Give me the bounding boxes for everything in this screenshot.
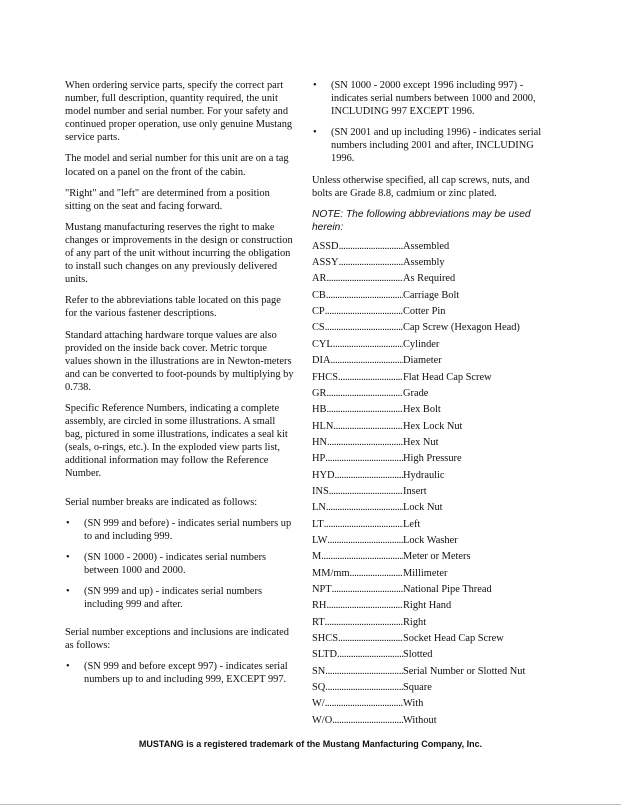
abbreviation-code-cell (312, 289, 403, 302)
dot-leader (326, 387, 403, 400)
abbreviation-code: GR (312, 387, 327, 399)
abbreviation-code-cell (312, 550, 403, 563)
abbreviation-row (312, 616, 544, 632)
paragraph: The model and serial number for this unit are on a tag located on a panel on the front of the cabin. (65, 153, 289, 178)
dot-leader (339, 240, 403, 253)
abbreviation-definition: Diameter (403, 355, 442, 367)
trademark-footer: MUSTANG is a registered trademark of the Mustang Manfacturing Company, Inc. (138, 739, 483, 749)
abbreviation-row (312, 452, 544, 468)
abbreviation-code: LN (312, 502, 326, 514)
abbreviation-definition: Right (403, 616, 427, 628)
abbreviation-row (312, 436, 544, 452)
dot-leader (337, 648, 403, 661)
abbreviation-code: SLTD (312, 649, 338, 661)
dot-leader (350, 567, 403, 580)
abbreviation-code: DIA (312, 355, 331, 367)
abbreviation-row (312, 256, 544, 272)
abbreviation-code: HN (312, 436, 328, 448)
abbreviation-code-cell (312, 714, 403, 727)
abbreviation-row (312, 697, 544, 713)
abbreviation-definition: With (403, 698, 424, 710)
abbreviation-code-cell (312, 501, 403, 514)
abbreviation-definition: Lock Washer (403, 534, 458, 546)
abbreviation-code-cell (312, 354, 403, 367)
abbreviation-definition: Serial Number or Slotted Nut (403, 665, 526, 677)
abbreviation-row (312, 665, 544, 681)
abbreviation-code-cell (312, 436, 403, 449)
abbreviation-definition: Cylinder (403, 338, 440, 350)
abbreviation-definition: Meter or Meters (403, 551, 471, 563)
abbreviation-code-cell (312, 452, 403, 465)
abbreviation-definition: Lock Nut (403, 502, 443, 514)
dot-leader (338, 371, 403, 384)
abbreviation-code-cell (312, 518, 403, 531)
abbreviation-code-cell (312, 469, 403, 482)
abbreviation-row (312, 501, 544, 517)
abbreviation-code: ASSD (312, 240, 339, 252)
dot-leader (326, 289, 403, 302)
abbreviation-row (312, 599, 544, 615)
abbreviation-code-cell (312, 648, 403, 661)
abbreviation-definition: Flat Head Cap Screw (403, 371, 492, 383)
abbreviation-definition: Hex Bolt (403, 404, 441, 416)
exceptions-list-left (65, 660, 295, 686)
abbreviation-code: W/O (312, 714, 333, 726)
dot-leader (330, 354, 403, 367)
abbreviation-code: RH (312, 600, 327, 612)
abbreviation-definition: National Pipe Thread (403, 583, 492, 595)
abbreviation-row (312, 338, 544, 354)
dot-leader (339, 256, 403, 269)
abbreviation-definition: Cotter Pin (403, 306, 446, 318)
dot-leader (321, 550, 403, 563)
abbreviation-row (312, 714, 544, 730)
dot-leader (325, 452, 403, 465)
abbreviation-row (312, 469, 544, 485)
abbreviation-code-cell (312, 387, 403, 400)
dot-leader (324, 518, 403, 531)
abbreviation-definition: Hex Nut (403, 436, 439, 448)
abbreviation-row (312, 518, 544, 534)
paragraph: Refer to the abbreviations table located on this page for the various fastener descriptions. (65, 295, 281, 320)
abbreviation-definition: As Required (403, 273, 456, 285)
abbreviation-code: LT (312, 518, 324, 530)
abbreviation-definition: Insert (403, 485, 427, 497)
intro-paragraphs (65, 79, 295, 481)
abbreviation-row (312, 681, 544, 697)
abbreviation-row (312, 354, 544, 370)
dot-leader (326, 272, 403, 285)
right-column (312, 79, 544, 730)
abbreviation-code-cell (312, 321, 403, 334)
list-item: • (SN 1000 - 2000) - indicates serial numbers between 1000 and 2000. (65, 551, 295, 577)
abbreviation-row (312, 534, 544, 550)
abbreviation-definition: Grade (403, 387, 429, 399)
abbreviation-row (312, 289, 544, 305)
list-item: • (SN 1000 - 2000 except 1996 including 997) - indicates serial numbers between 1000 and 2000, INCLUDING 997 EXCEPT 1996. (312, 79, 544, 118)
abbreviation-row (312, 305, 544, 321)
abbreviation-definition: Square (403, 682, 432, 694)
exceptions-intro: Serial number exceptions and inclusions are indicated as follows: (65, 627, 289, 652)
abbreviation-row (312, 550, 544, 566)
dot-leader (325, 616, 403, 629)
dot-leader (327, 436, 403, 449)
abbreviation-definition: Millimeter (403, 567, 448, 579)
abbreviation-code-cell (312, 338, 403, 351)
abbreviation-code: W/ (312, 698, 325, 710)
abbreviation-code-cell (312, 665, 403, 678)
abbreviation-code-cell (312, 681, 403, 694)
abbreviation-row (312, 403, 544, 419)
exceptions-list-right (312, 79, 544, 166)
abbreviation-definition: Right Hand (403, 600, 452, 612)
dot-leader (332, 714, 403, 727)
abbreviation-definition: Carriage Bolt (403, 289, 460, 301)
abbreviation-definition: High Pressure (403, 453, 462, 465)
abbreviation-code: SN (312, 665, 326, 677)
dot-leader (326, 501, 403, 514)
dot-leader (325, 305, 403, 318)
paragraph: "Right" and "left" are determined from a position sitting on the seat and facing forward. (65, 187, 270, 212)
paragraph: When ordering service parts, specify the correct part number, full description, quantity required, the unit model number and serial number. For your safety and continued proper operation, use only genuine Mustang service parts. (65, 80, 293, 144)
abbreviations-table (312, 240, 544, 730)
abbreviation-definition: Without (403, 714, 437, 726)
abbreviation-definition: Assembly (403, 257, 445, 269)
dot-leader (329, 485, 403, 498)
abbreviation-code: SQ (312, 682, 326, 694)
abbreviation-definition: Slotted (403, 649, 433, 661)
list-item: • (SN 2001 and up including 1996) - indicates serial numbers including 2001 and after, INCLUDING 1996. (312, 126, 544, 165)
abbreviation-code-cell (312, 632, 403, 645)
abbreviation-row (312, 420, 544, 436)
dot-leader (338, 632, 403, 645)
abbreviation-code: HB (312, 404, 327, 416)
list-item: • (SN 999 and before except 997) - indicates serial numbers up to and including 999, EXCEPT 997. (65, 660, 295, 686)
abbreviation-row (312, 321, 544, 337)
abbreviation-row (312, 387, 544, 403)
abbreviation-code-cell (312, 256, 403, 269)
abbreviation-row (312, 583, 544, 599)
abbreviation-code: HP (312, 453, 326, 465)
abbreviation-code: MM/mm (312, 567, 350, 579)
abbreviation-code: INS (312, 485, 329, 497)
abbreviation-code-cell (312, 240, 403, 253)
dot-leader (327, 534, 403, 547)
abbreviation-row (312, 567, 544, 583)
dot-leader (326, 599, 403, 612)
abbreviation-definition: Hex Lock Nut (403, 420, 463, 432)
abbreviation-code-cell (312, 583, 403, 596)
abbreviation-code: M (312, 551, 322, 563)
paragraph: Standard attaching hardware torque values are also provided on the inside back cover. Metric torque values shown in the illustrations are in Newton-meters and can be converted to foot-pounds by multiplying by 0.738. (65, 329, 294, 393)
abbreviation-code: CS (312, 322, 325, 334)
abbreviation-code: LW (312, 534, 328, 546)
serial-breaks-intro: Serial number breaks are indicated as follows: (65, 496, 258, 508)
abbreviation-definition: Cap Screw (Hexagon Head) (403, 322, 520, 334)
paragraph: Specific Reference Numbers, indicating a complete assembly, are circled in some illustrations. A small bag, pictured in some illustrations, indicates a seal kit (seals, o-rings, etc.). In the exploded view parts list, additional information may follow the Reference Number. (65, 402, 288, 480)
abbreviation-row (312, 648, 544, 664)
abbreviation-row (312, 240, 544, 256)
abbreviation-row (312, 272, 544, 288)
dot-leader (333, 420, 403, 433)
dot-leader (325, 665, 403, 678)
abbreviation-code-cell (312, 371, 403, 384)
abbreviation-code-cell (312, 567, 403, 580)
abbreviation-code: NPT (312, 583, 332, 595)
abbreviation-code: ASSY (312, 257, 339, 269)
abbreviation-definition: Hydraulic (403, 469, 445, 481)
abbreviation-code-cell (312, 305, 403, 318)
abbreviation-row (312, 632, 544, 648)
dot-leader (325, 681, 403, 694)
dot-leader (326, 403, 403, 416)
dot-leader (325, 697, 403, 710)
abbreviation-code-cell (312, 403, 403, 416)
abbreviation-code-cell (312, 420, 403, 433)
abbreviation-definition: Left (403, 518, 421, 530)
abbreviation-code: AR (312, 273, 327, 285)
dot-leader (335, 469, 403, 482)
abbreviations-note: NOTE: The following abbreviations may be used herein: (312, 208, 531, 233)
abbreviation-definition: Socket Head Cap Screw (403, 633, 504, 644)
left-column (65, 79, 295, 695)
page-edge-divider (0, 804, 621, 805)
list-item: • (SN 999 and up) - indicates serial numbers including 999 and after. (65, 585, 295, 611)
abbreviation-code: SHCS (312, 633, 338, 644)
abbreviation-code: CP (312, 306, 325, 318)
dot-leader (325, 321, 403, 334)
abbreviation-definition: Assembled (403, 240, 450, 252)
list-item: • (SN 999 and before) - indicates serial numbers up to and including 999. (65, 517, 295, 543)
abbreviation-code: RT (312, 616, 325, 628)
abbreviation-code: HLN (312, 420, 334, 432)
hardware-note: Unless otherwise specified, all cap screws, nuts, and bolts are Grade 8.8, cadmium or zinc plated. (312, 174, 530, 199)
abbreviation-code: HYD (312, 469, 335, 481)
abbreviation-code: CYL (312, 338, 333, 350)
abbreviation-code: FHCS (312, 371, 338, 383)
dot-leader (333, 338, 403, 351)
dot-leader (332, 583, 403, 596)
abbreviation-row (312, 485, 544, 501)
abbreviation-code-cell (312, 485, 403, 498)
abbreviation-code-cell (312, 697, 403, 710)
abbreviation-code-cell (312, 616, 403, 629)
paragraph: Mustang manufacturing reserves the right to make changes or improvements in the design or construction of any part of the unit without incurring the obligation to install such changes on any previously delivered units. (65, 221, 293, 286)
abbreviation-row (312, 371, 544, 387)
abbreviation-code-cell (312, 599, 403, 612)
abbreviation-code: CB (312, 289, 326, 301)
serial-breaks-list (65, 517, 295, 612)
abbreviation-code-cell (312, 272, 403, 285)
abbreviation-code-cell (312, 534, 403, 547)
